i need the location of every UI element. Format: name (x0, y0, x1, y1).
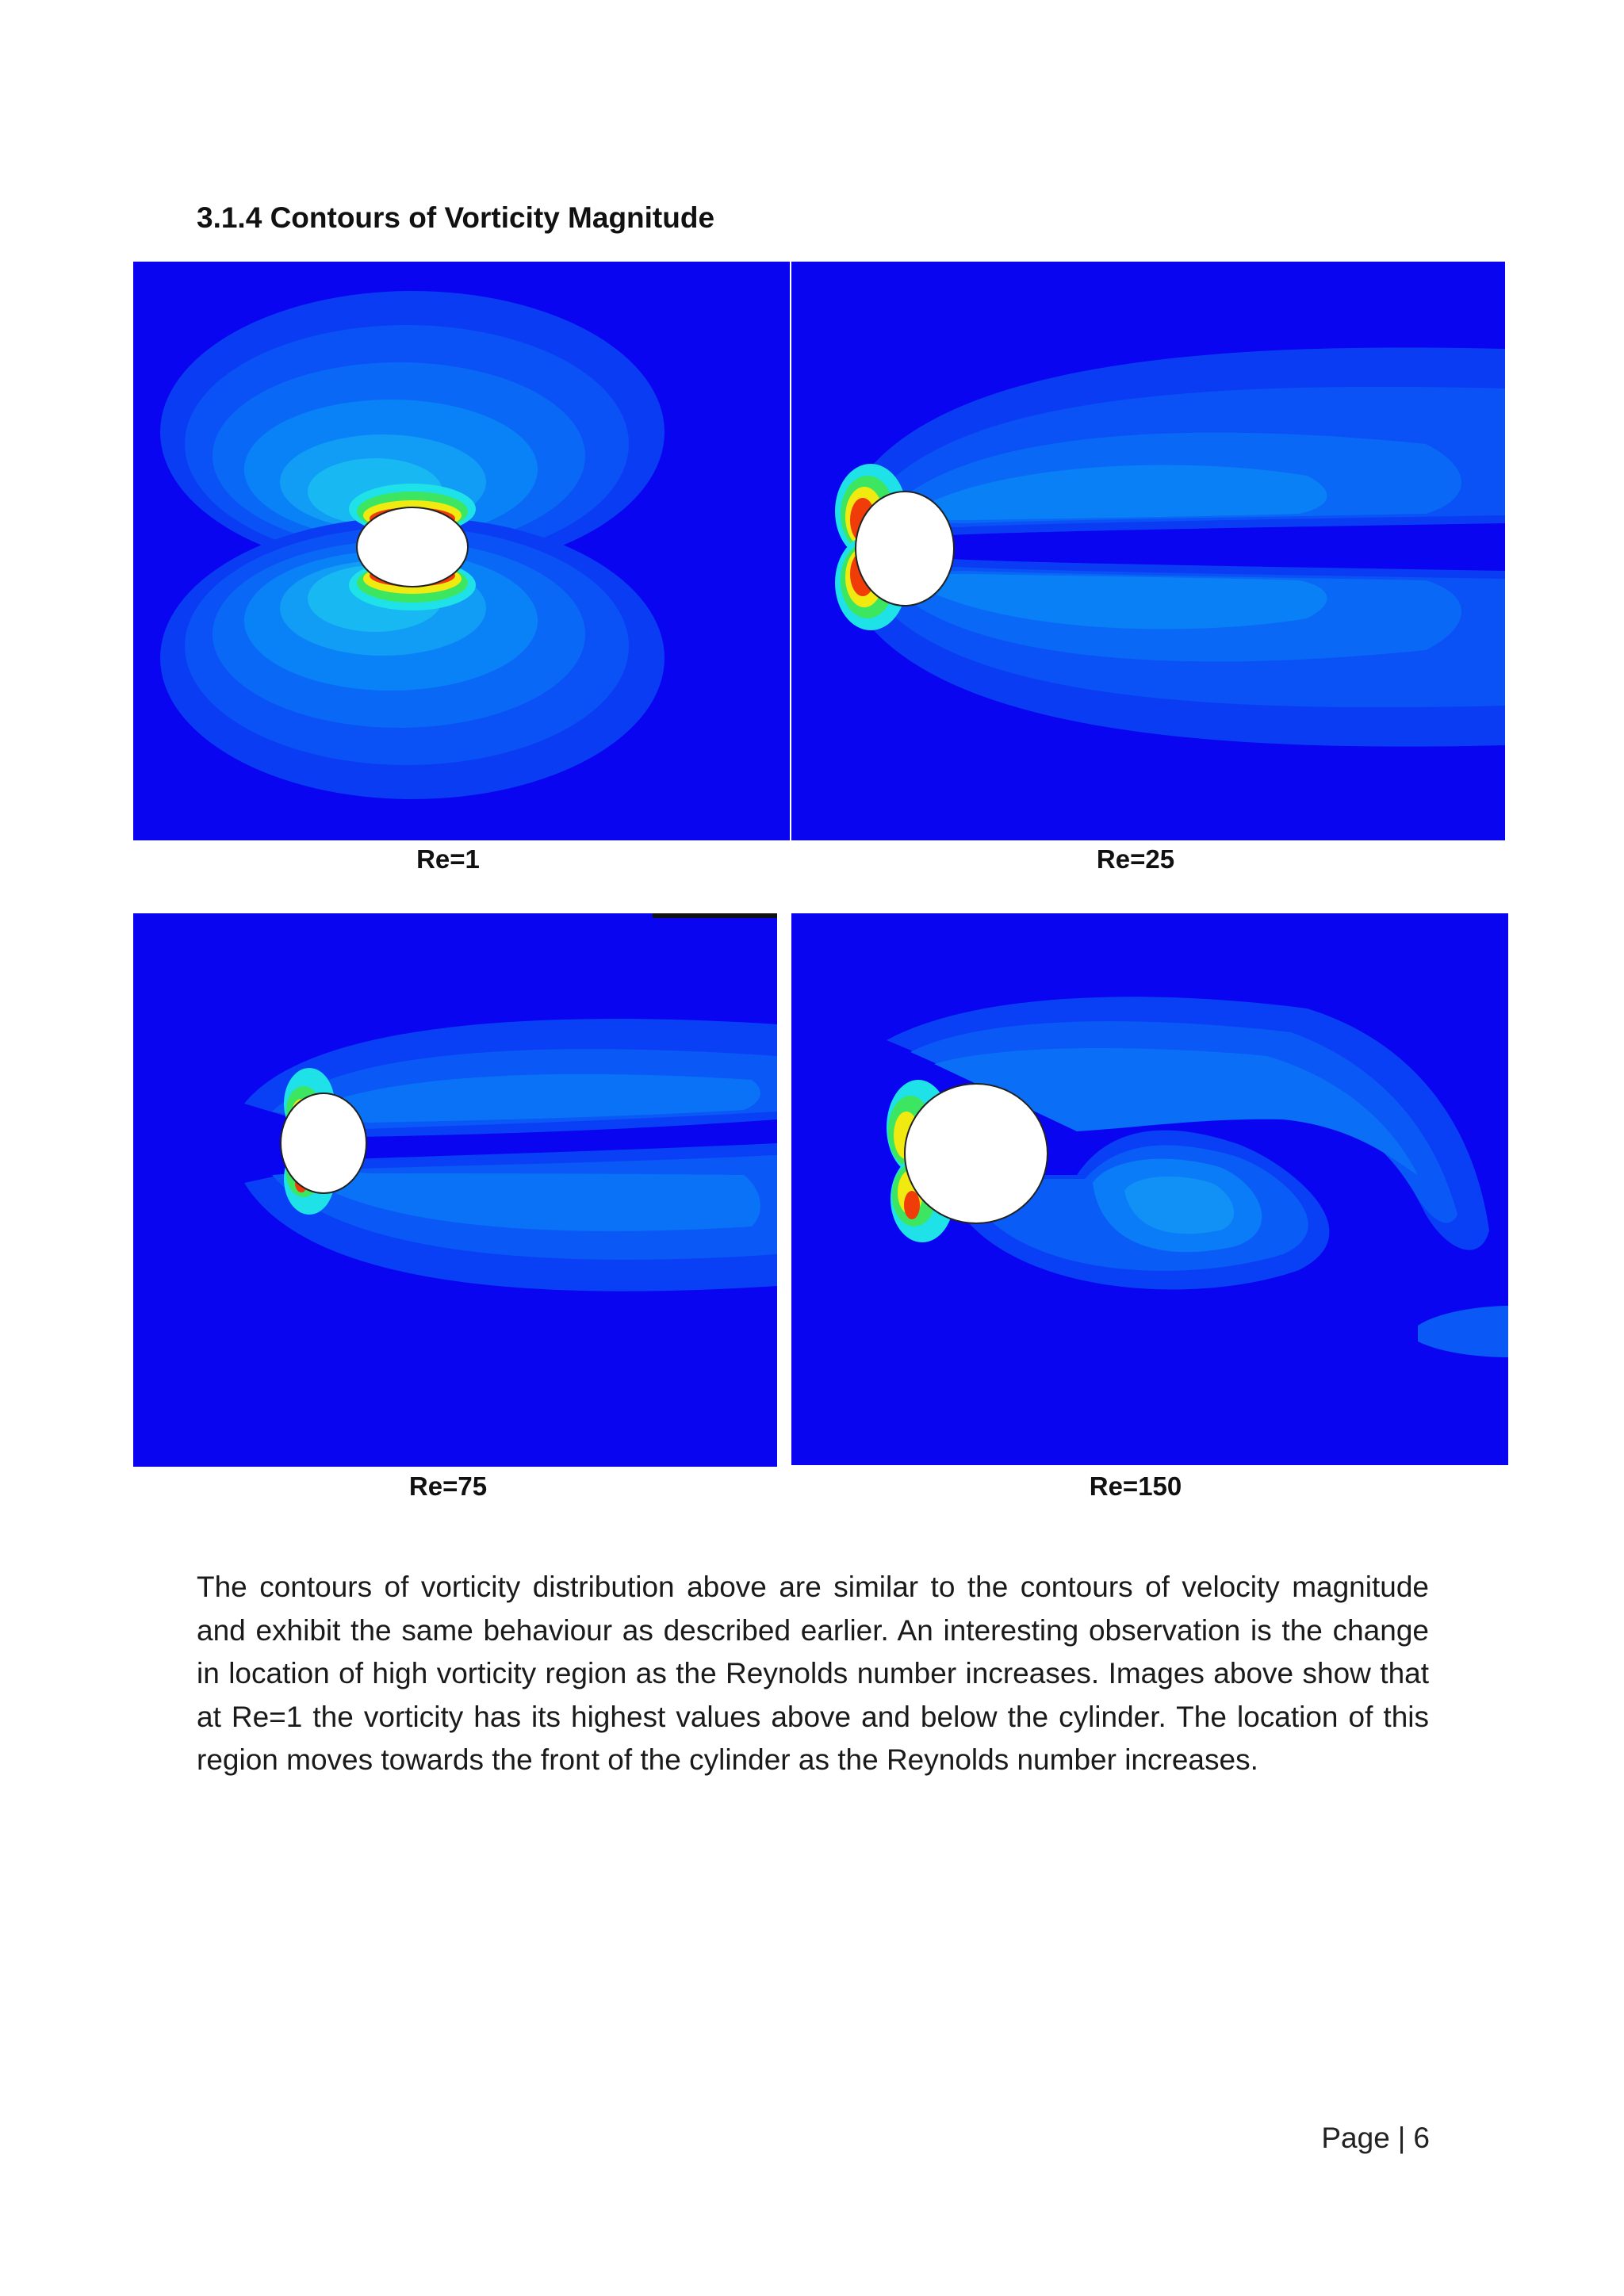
vorticity-contour-re1 (133, 262, 790, 840)
page-footer (1237, 2118, 1430, 2158)
page-separator: | (1397, 2122, 1406, 2154)
cylinder (281, 1093, 366, 1193)
vorticity-contour-re150 (791, 913, 1508, 1465)
vorticity-contour-re25 (791, 262, 1505, 840)
figure-caption-re1: Re=1 (416, 844, 480, 874)
body-paragraph: The contours of vorticity distribution above are similar to the contours of velocity magnitude and exhibit the same behaviour as described earlier. An interesting observation is the change in location of high vorticity region as the Reynolds number increases. Images above show that at Re=1 the vorticity has its highest values above and below the cylinder. The location of this region moves towards the front of the cylinder as the Reynolds number increases. (197, 1571, 1429, 1776)
figure-caption-re150: Re=150 (1089, 1471, 1182, 1501)
vorticity-contour-re75 (133, 913, 777, 1467)
figure-caption-re25: Re=25 (1096, 844, 1175, 874)
page-number: 6 (1413, 2122, 1430, 2154)
page-label: Page (1321, 2122, 1390, 2154)
figure-caption-re75: Re=75 (408, 1471, 488, 1501)
section-heading: 3.1.4 Contours of Vorticity Magnitude (197, 201, 715, 234)
cylinder (905, 1084, 1048, 1223)
cylinder (856, 492, 954, 606)
cylinder (357, 507, 468, 587)
